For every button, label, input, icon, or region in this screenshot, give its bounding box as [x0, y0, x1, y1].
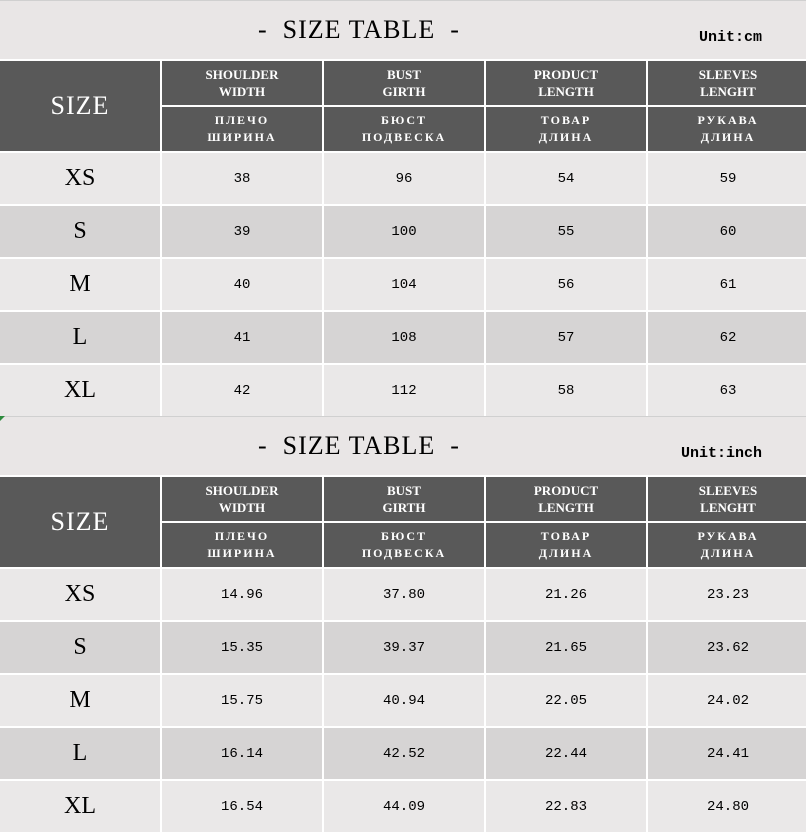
unit-label: Unit:inch [680, 445, 762, 462]
column-header-russian: ПЛЕЧО ШИРИНА [162, 107, 322, 151]
column-header-english: PRODUCT LENGTH [486, 61, 646, 105]
measurement-cell: 38 [162, 153, 322, 204]
measurement-cell: 56 [486, 259, 646, 310]
measurement-cell: 14.96 [162, 569, 322, 620]
size-label: XS [0, 569, 160, 620]
column-header-russian: РУКАВА ДЛИНА [648, 107, 806, 151]
size-table [0, 477, 806, 832]
column-header-russian: РУКАВА ДЛИНА [648, 523, 806, 567]
size-label: L [0, 312, 160, 363]
measurement-cell: 54 [486, 153, 646, 204]
measurement-cell: 15.75 [162, 675, 322, 726]
size-table-section [0, 416, 806, 832]
measurement-cell: 55 [486, 206, 646, 257]
column-header-russian: БЮСТ ПОДВЕСКА [324, 107, 484, 151]
size-label: XS [0, 153, 160, 204]
measurement-cell: 23.62 [648, 622, 806, 673]
column-header-english: SHOULDER WIDTH [162, 61, 322, 105]
size-label: L [0, 728, 160, 779]
size-label: S [0, 622, 160, 673]
measurement-cell: 60 [648, 206, 806, 257]
column-header-english: PRODUCT LENGTH [486, 477, 646, 521]
column-header-russian: ПЛЕЧО ШИРИНА [162, 523, 322, 567]
measurement-cell: 15.35 [162, 622, 322, 673]
measurement-cell: 100 [324, 206, 484, 257]
size-label: XL [0, 365, 160, 416]
size-label: M [0, 259, 160, 310]
measurement-cell: 59 [648, 153, 806, 204]
column-header-russian: БЮСТ ПОДВЕСКА [324, 523, 484, 567]
measurement-cell: 41 [162, 312, 322, 363]
measurement-cell: 37.80 [324, 569, 484, 620]
column-header-english: SLEEVES LENGHT [648, 61, 806, 105]
size-table-title: - SIZE TABLE - [258, 431, 460, 460]
measurement-cell: 108 [324, 312, 484, 363]
column-header-russian: ТОВАР ДЛИНА [486, 523, 646, 567]
measurement-cell: 16.14 [162, 728, 322, 779]
column-header-english: SLEEVES LENGHT [648, 477, 806, 521]
measurement-cell: 42 [162, 365, 322, 416]
measurement-cell: 23.23 [648, 569, 806, 620]
measurement-cell: 40.94 [324, 675, 484, 726]
size-table-section [0, 0, 806, 416]
measurement-cell: 58 [486, 365, 646, 416]
column-header-english: BUST GIRTH [324, 477, 484, 521]
measurement-cell: 24.02 [648, 675, 806, 726]
measurement-cell: 21.26 [486, 569, 646, 620]
measurement-cell: 24.80 [648, 781, 806, 832]
measurement-cell: 22.44 [486, 728, 646, 779]
measurement-cell: 112 [324, 365, 484, 416]
size-table-title-bar [0, 416, 806, 475]
measurement-cell: 22.83 [486, 781, 646, 832]
unit-label: Unit:cm [698, 29, 762, 46]
measurement-cell: 40 [162, 259, 322, 310]
column-header-english: SHOULDER WIDTH [162, 477, 322, 521]
measurement-cell: 44.09 [324, 781, 484, 832]
column-header-english: BUST GIRTH [324, 61, 484, 105]
corner-mark [0, 416, 5, 421]
size-column-header: SIZE [0, 477, 160, 567]
size-table [0, 61, 806, 416]
measurement-cell: 24.41 [648, 728, 806, 779]
measurement-cell: 21.65 [486, 622, 646, 673]
size-label: S [0, 206, 160, 257]
size-table-title-bar [0, 0, 806, 59]
measurement-cell: 62 [648, 312, 806, 363]
size-column-header: SIZE [0, 61, 160, 151]
measurement-cell: 96 [324, 153, 484, 204]
measurement-cell: 16.54 [162, 781, 322, 832]
size-label: M [0, 675, 160, 726]
measurement-cell: 39 [162, 206, 322, 257]
size-table-title: - SIZE TABLE - [258, 15, 460, 44]
measurement-cell: 104 [324, 259, 484, 310]
measurement-cell: 42.52 [324, 728, 484, 779]
measurement-cell: 63 [648, 365, 806, 416]
measurement-cell: 57 [486, 312, 646, 363]
column-header-russian: ТОВАР ДЛИНА [486, 107, 646, 151]
measurement-cell: 61 [648, 259, 806, 310]
size-label: XL [0, 781, 160, 832]
measurement-cell: 22.05 [486, 675, 646, 726]
measurement-cell: 39.37 [324, 622, 484, 673]
